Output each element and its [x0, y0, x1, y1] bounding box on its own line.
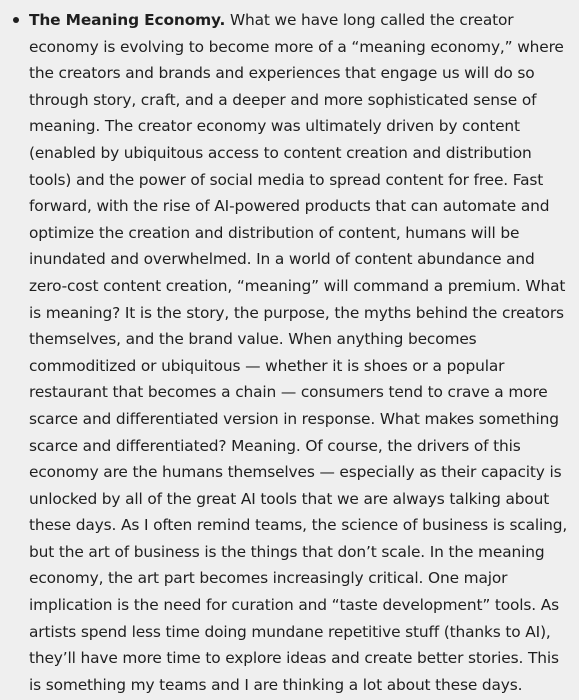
bullet-dot-icon: [13, 17, 19, 23]
bullet-lead-title: The Meaning Economy.: [29, 11, 226, 29]
bullet-item-meaning-economy: [29, 7, 569, 698]
bullet-body-text: What we have long called the creator economy is evolving to become more of a “meaning economy,” where the creators and brands and experiences that engage us will do so through story, craft, and a deeper and more sophisticated sense of meaning. The creator economy was ultimately driven by content (enabled by ubiquitous access to content creation and distribution tools) and the power of social media to spread content for free. Fast forward, with the rise of AI-powered products that can automate and optimize the creation and distribution of content, humans will be inundated and overwhelmed. In a world of content abundance and zero-cost content creation, “meaning” will command a premium. What is meaning? It is the story, the purpose, the myths behind the creators themselves, and the brand value. When anything becomes commoditized or ubiquitous — whether it is shoes or a popular restaurant that becomes a chain — consumers tend to crave a more scarce and differentiated version in response. What makes something scarce and differentiated? Meaning. Of course, the drivers of this economy are the humans themselves — especially as their capacity is unlocked by all of the great AI tools that we are always talking about these days. As I often remind teams, the science of business is scaling, but the art of business is the things that don’t scale. In the meaning economy, the art part becomes increasingly critical. One major implication is the need for curation and “taste development” tools. As artists spend less time doing mundane repetitive stuff (thanks to AI), they’ll have more time to explore ideas and create better stories. This is something my teams and I are thinking a lot about these days.: [29, 11, 568, 694]
bullet-list: [29, 7, 569, 698]
